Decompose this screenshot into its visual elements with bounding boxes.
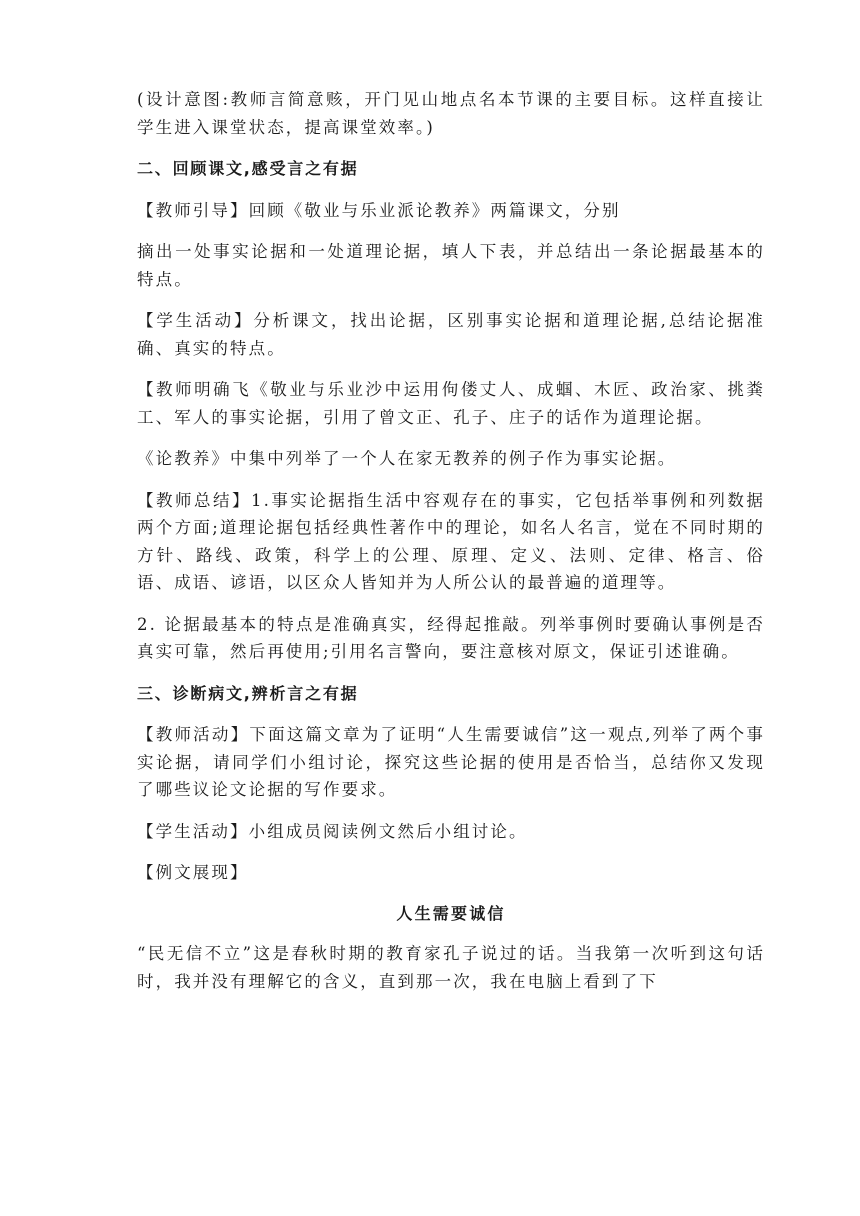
essay-title: 人生需要诚信 xyxy=(396,903,506,923)
group-discussion-paragraph: 【学生活动】小组成员阅读例文然后小组讨论。 xyxy=(137,821,528,841)
essay-opening-paragraph: “民无信不立”这是春秋时期的教育家孔子说过的话。当我第一次听到这句话时，我并没有理解它的含义，直到那一次，我在电脑上看到了下 xyxy=(137,944,765,991)
example-display-label: 【例文展现】 xyxy=(137,863,249,882)
etiquette-example-paragraph: 《论教养》中集中列举了一个人在家无教养的例子作为事实论据。 xyxy=(137,449,677,468)
section-heading-review: 二、回顾课文,感受言之有据 xyxy=(137,159,359,178)
teacher-guide-paragraph: 【教师引导】回顾《敬业与乐业派论教养》两篇课文，分别 xyxy=(137,200,621,220)
student-activity-paragraph: 【学生活动】分析课文，找出论据，区别事实论据和道理论据,总结论据准确、真实的特点。 xyxy=(137,311,765,358)
section-heading-diagnose: 三、诊断病文,辨析言之有据 xyxy=(137,683,359,703)
document-body xyxy=(137,86,765,995)
task-paragraph: 摘出一处事实论据和一处道理论据，填人下表，并总结出一条论据最基本的特点。 xyxy=(137,242,765,289)
teacher-summary-paragraph: 【教师总结】1.事实论据指生活中容观存在的事实，它包括举事例和列数据两个方面;道理论据包括经典性著作中的理论，如名人名言，觉在不同时期的方针、路线、政策，科学上的公理、原理、定义、法则、定律、格言、俗语、成语、谚语，以区众人皆知并为人所公认的最普遍的道理等。 xyxy=(137,490,765,592)
design-intent-paragraph: (设计意图:教师言简意赅，开门见山地点名本节课的主要目标。这样直接让学生进入课堂状态，提高课堂效率。) xyxy=(137,90,765,137)
teacher-activity-paragraph: 【教师活动】下面这篇文章为了证明“人生需要诚信”这一观点,列举了两个事实论据，请同学们小组讨论，探究这些论据的使用是否恰当，总结你又发现了哪些议论文论据的写作要求。 xyxy=(137,725,765,799)
evidence-feature-paragraph: 2. 论据最基本的特点是准确真实，经得起推敲。列举事例时要确认事例是否真实可靠，然后再使用;引用名言警向，要注意核对原文，保证引述谁确。 xyxy=(137,614,765,661)
teacher-clarify-paragraph: 【教师明确飞《敬业与乐业沙中运用佝偻丈人、成蝈、木匠、政治家、挑粪工、军人的事实论据，引用了曾文正、孔子、庄子的话作为道理论据。 xyxy=(137,380,765,427)
